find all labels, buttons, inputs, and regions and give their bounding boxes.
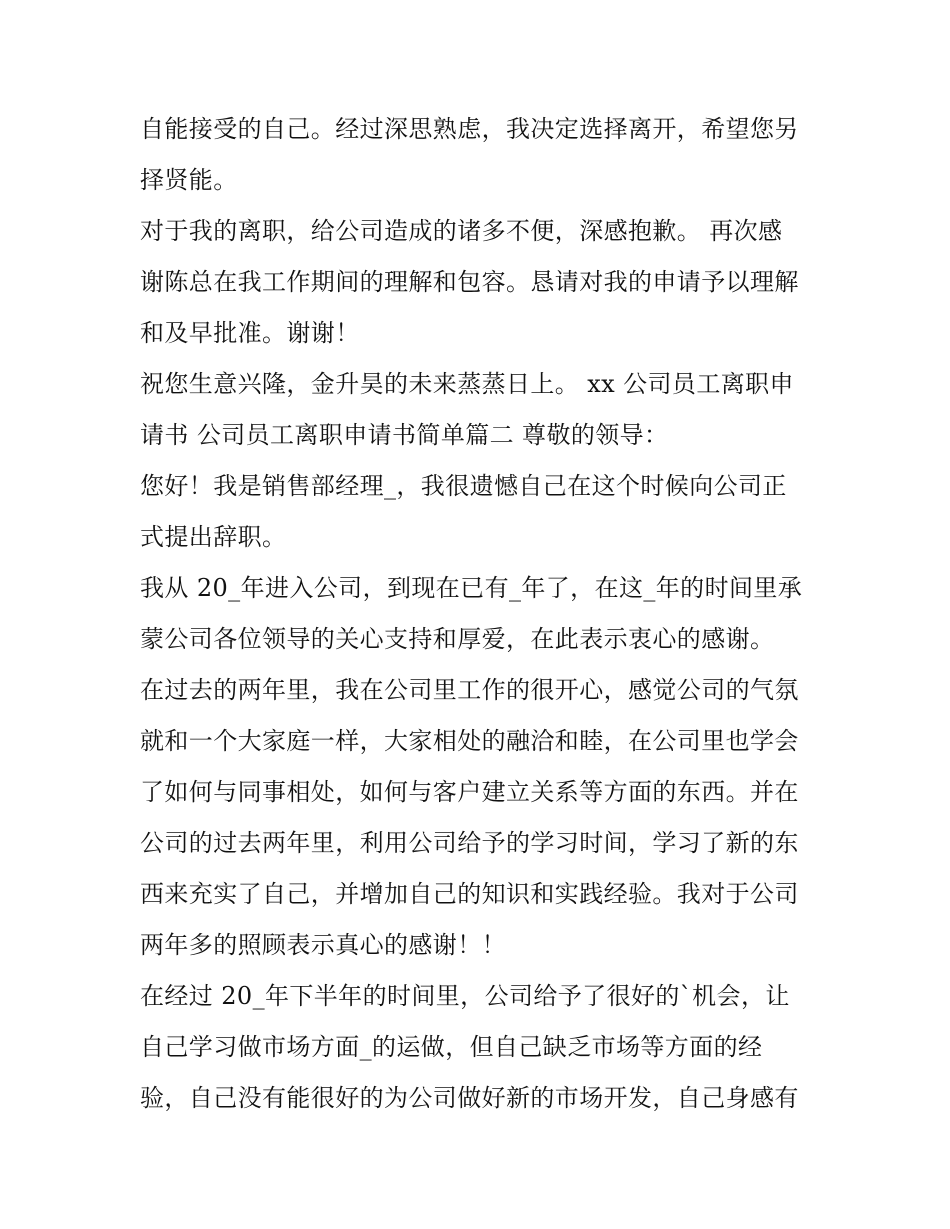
text-line: 在过去的两年里，我在公司里工作的很开心，感觉公司的气氛 xyxy=(140,676,799,704)
text-line: 和及早批准。谢谢！ xyxy=(140,319,360,347)
text-line: 两年多的照顾表示真心的感谢！！ xyxy=(140,931,506,959)
text-line: 了如何与同事相处，如何与客户建立关系等方面的东西。并在 xyxy=(140,778,799,806)
text-line: 就和一个大家庭一样，大家相处的融洽和睦，在公司里也学会 xyxy=(140,727,799,755)
text-line: 验，自己没有能很好的为公司做好新的市场开发，自己身感有 xyxy=(140,1084,799,1112)
text-line: 蒙公司各位领导的关心支持和厚爱，在此表示衷心的感谢。 xyxy=(140,625,775,653)
text-line: 自己学习做市场方面_的运做，但自己缺乏市场等方面的经 xyxy=(140,1033,763,1061)
document-body xyxy=(140,104,820,1124)
text-line: 自能接受的自己。经过深思熟虑，我决定选择离开，希望您另 xyxy=(140,115,799,143)
text-line: 请书 公司员工离职申请书简单篇二 尊敬的领导： xyxy=(140,421,669,449)
text-line: 谢陈总在我工作期间的理解和包容。恳请对我的申请予以理解 xyxy=(140,268,799,296)
text-line: 择贤能。 xyxy=(140,166,238,194)
text-line: 公司的过去两年里，利用公司给予的学习时间，学习了新的东 xyxy=(140,829,799,857)
text-line: 在经过 20_年下半年的时间里，公司给予了很好的`机会，让 xyxy=(140,982,790,1010)
text-line: 您好！我是销售部经理_，我很遗憾自己在这个时候向公司正 xyxy=(140,472,787,500)
text-line: 式提出辞职。 xyxy=(140,523,287,551)
text-line: 我从 20_年进入公司，到现在已有_年了，在这_年的时间里承 xyxy=(140,574,803,602)
text-line: 西来充实了自己，并增加自己的知识和实践经验。我对于公司 xyxy=(140,880,799,908)
text-line: 对于我的离职，给公司造成的诸多不便，深感抱歉。 再次感 xyxy=(140,217,783,245)
text-line: 祝您生意兴隆，金升昊的未来蒸蒸日上。 xx 公司员工离职申 xyxy=(140,370,794,398)
